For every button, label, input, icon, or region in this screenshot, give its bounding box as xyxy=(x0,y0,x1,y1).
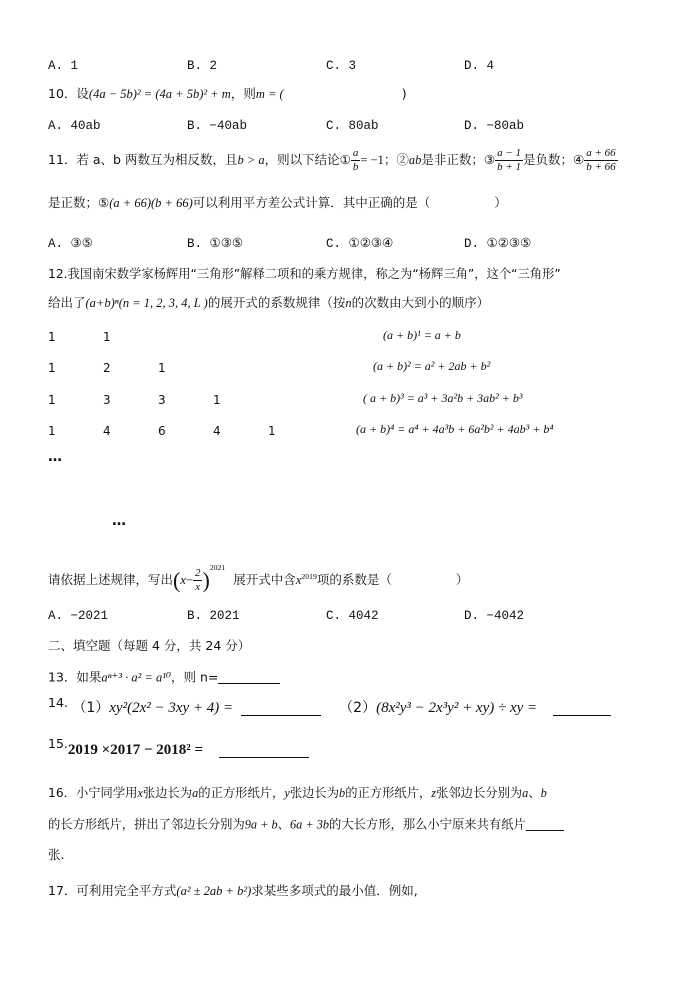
coefficient: 1 xyxy=(158,361,166,375)
q17-expression: (a² ± 2ab + b²) xyxy=(176,884,252,898)
q12-ask-2: 展开式中含 xyxy=(233,572,296,587)
q16-answer-blank[interactable] xyxy=(526,818,564,831)
q16-y: y xyxy=(284,786,290,800)
q14-number: 14. xyxy=(48,695,68,710)
q12-ask-3: 项的系数是（ xyxy=(316,572,392,587)
q11-expression-5: (a + 66)(b + 66) xyxy=(109,196,193,210)
q10-lead: 10．设 xyxy=(48,86,89,101)
q11-fraction-3 xyxy=(584,147,617,173)
q12-option-a: A. −2021 xyxy=(48,609,109,623)
q13-mid: ，则 n= xyxy=(171,669,219,685)
q10-option-a: A. 40ab xyxy=(48,119,101,133)
q11-line2-c: ） xyxy=(494,195,507,210)
q17-lead: 17．可利用完全平方式 xyxy=(48,883,177,898)
q17 xyxy=(48,885,418,898)
q16-b: b xyxy=(540,786,547,800)
q16-text: 、 xyxy=(277,817,290,832)
coefficient: 1 xyxy=(268,424,276,438)
q16-text: 张邻边长分别为 xyxy=(436,786,523,800)
q11-option-c: C. ①②③④ xyxy=(326,237,394,251)
q16-text: 、 xyxy=(528,786,541,800)
coefficient: 1 xyxy=(48,330,56,344)
q12-n: n xyxy=(345,296,352,310)
q12-line2-expression: (a+b)ⁿ(n = 1, 2, 3, 4, L ) xyxy=(85,296,208,310)
q11-f3-denominator: b + 66 xyxy=(586,161,616,173)
q16-b: b xyxy=(339,786,346,800)
q12-question: 请依据上述规律，写出(x− $\frac{2}{x}$ )$^{2021}$展开式中含$x^{2019}$项的系数是（ ） xyxy=(48,563,469,593)
q16-line-1 xyxy=(48,787,547,799)
q12-ask-4: ） xyxy=(455,572,469,587)
q12-option-b: B. 2021 xyxy=(187,609,240,623)
coefficient: 4 xyxy=(213,424,221,438)
q13-lead: 13．如果 xyxy=(48,669,102,685)
q12-line2-b: 的展开式的系数规律（按 xyxy=(207,295,346,310)
q11-condition: b > a xyxy=(237,153,265,167)
q13 xyxy=(48,670,280,684)
q11-line2-b: 可以利用平方差公式计算．其中正确的是（ xyxy=(192,195,431,210)
q12-option-d: D. −4042 xyxy=(464,609,525,623)
q12-exponent: 2021 xyxy=(209,563,226,572)
q11-f1-denominator: b xyxy=(352,161,359,173)
q16-a: a xyxy=(522,786,529,800)
coefficient: 6 xyxy=(158,424,166,438)
q11-f2-numerator: a − 1 xyxy=(497,147,521,160)
q16-text: 的正方形纸片， xyxy=(345,786,432,800)
q12-line2-c: 的次数由大到小的顺序） xyxy=(351,295,490,310)
q11-part-4: 是非正数；③ xyxy=(421,152,496,167)
expansion-formula: (a + b)⁴ = a⁴ + 4a³b + 6a²b² + 4ab³ + b⁴ xyxy=(356,422,554,436)
q15-number: 15. xyxy=(48,736,68,751)
q12-term-exponent: 2019 xyxy=(301,571,317,581)
q14-answer-blank-1[interactable] xyxy=(241,703,321,716)
q15-answer-blank[interactable] xyxy=(219,745,309,758)
q16-z: z xyxy=(431,786,437,800)
q16-text: 张边长为 xyxy=(142,786,193,800)
q10-option-d: D. −80ab xyxy=(464,119,525,133)
q16-text: 的正方形纸片， xyxy=(198,786,285,800)
q12-line-1: 12.我国南宋数学家杨辉用“三角形”解释二项和的乘方规律，称之为“杨辉三角”，这个“三角形” xyxy=(48,267,561,281)
q11-part-3: = −1；② xyxy=(360,153,409,167)
section-heading: 二、填空题（每题 4 分，共 24 分） xyxy=(48,638,251,653)
q14-expression-2: (8x²y³ − 2x³y² + xy) ÷ xy = xyxy=(376,700,538,716)
coefficient: 1 xyxy=(213,393,221,407)
q16-text: 的大长方形，那么小宁原来共有纸片 xyxy=(329,817,526,832)
q10-option-b: B. −40ab xyxy=(187,119,248,133)
q11-option-a: A. ③⑤ xyxy=(48,237,93,251)
coefficient: 4 xyxy=(103,424,111,438)
q11-option-b: B. ①③⑤ xyxy=(187,237,244,251)
q14-answer-blank-2[interactable] xyxy=(553,703,611,716)
q9-option-c: C. 3 xyxy=(326,59,357,73)
q16-x: x xyxy=(137,786,143,800)
q12-x: x xyxy=(180,573,186,587)
q11-option-d: D. ①②③⑤ xyxy=(464,237,532,251)
q11-part-2: ，则以下结论① xyxy=(264,152,351,167)
q16-text: 的长方形纸片，拼出了邻边长分别为 xyxy=(48,817,245,832)
q14 xyxy=(48,695,611,716)
q16-line-2 xyxy=(48,818,564,831)
q10-stem xyxy=(48,88,407,101)
q12-fraction-denominator: x xyxy=(195,581,201,593)
q14-part-2-label: （2） xyxy=(339,700,377,716)
q13-answer-blank[interactable] xyxy=(218,670,280,684)
q10-close: ) xyxy=(401,86,407,101)
q10-option-c: C. 80ab xyxy=(326,119,379,133)
coefficient: 1 xyxy=(48,424,56,438)
expansion-formula: ( a + b)³ = a³ + 3a²b + 3ab² + b³ xyxy=(363,391,523,405)
q11-f1-numerator: a xyxy=(352,147,359,160)
q12-line2-a: 给出了 xyxy=(48,295,86,310)
coefficient: 3 xyxy=(158,393,166,407)
q15 xyxy=(48,736,309,758)
coefficient: 1 xyxy=(48,393,56,407)
q9-option-b: B. 2 xyxy=(187,59,218,73)
coefficient: 2 xyxy=(103,361,111,375)
q11-part-1: 11．若 a、b 两数互为相反数，且 xyxy=(48,152,238,167)
q10-expression: (4a − 5b)² = (4a + 5b)² + m xyxy=(88,87,231,101)
q16-text: 16．小宁同学用 xyxy=(48,786,138,800)
q11-line2-a: 是正数；⑤ xyxy=(48,195,110,210)
q12-option-c: C. 4042 xyxy=(326,609,379,623)
q16-dimension-2: 6a + 3b xyxy=(289,817,330,832)
q9-option-a: A. 1 xyxy=(48,59,79,73)
expansion-formula: (a + b)² = a² + 2ab + b² xyxy=(373,359,491,373)
q15-expression: 2019 ×2017 − 2018² = xyxy=(67,742,204,758)
q12-minus: − xyxy=(185,573,193,587)
ellipsis-1: … xyxy=(48,449,62,465)
q13-expression: aⁿ⁺³ · a² = a¹⁰ xyxy=(101,670,172,685)
q16-text: 张边长为 xyxy=(289,786,340,800)
q11-f2-denominator: b + 1 xyxy=(497,161,521,173)
ellipsis-2: … xyxy=(112,513,126,529)
q16-a: a xyxy=(192,786,199,800)
q16-line-3: 张. xyxy=(48,847,65,862)
q12-term: x xyxy=(295,573,302,587)
q10-mid: ，则 xyxy=(230,86,256,101)
expansion-formula: (a + b)¹ = a + b xyxy=(383,328,461,342)
q14-part-1-label: （1） xyxy=(72,700,110,716)
q12-fraction-numerator: 2 xyxy=(194,567,201,580)
q17-rest: 求某些多项式的最小值．例如, xyxy=(251,883,418,898)
q14-expression-1: xy²(2x² − 3xy + 4) = xyxy=(109,700,234,716)
coefficient: 1 xyxy=(103,330,111,344)
q11-part-5: 是负数；④ xyxy=(523,152,585,167)
q11-ab: ab xyxy=(408,153,422,167)
q11-line-1 xyxy=(48,146,618,174)
q12-ask-1: 请依据上述规律，写出 xyxy=(48,572,174,587)
q16-dimension-1: 9a + b xyxy=(244,817,278,832)
q10-m: m = ( xyxy=(255,87,284,101)
q11-fraction-2 xyxy=(495,147,523,173)
q11-fraction-1 xyxy=(351,147,361,173)
coefficient: 3 xyxy=(103,393,111,407)
q12-line-2 xyxy=(48,297,489,310)
q9-option-d: D. 4 xyxy=(464,59,495,73)
q11-line-2 xyxy=(48,197,507,210)
q11-f3-numerator: a + 66 xyxy=(586,147,616,160)
coefficient: 1 xyxy=(48,361,56,375)
